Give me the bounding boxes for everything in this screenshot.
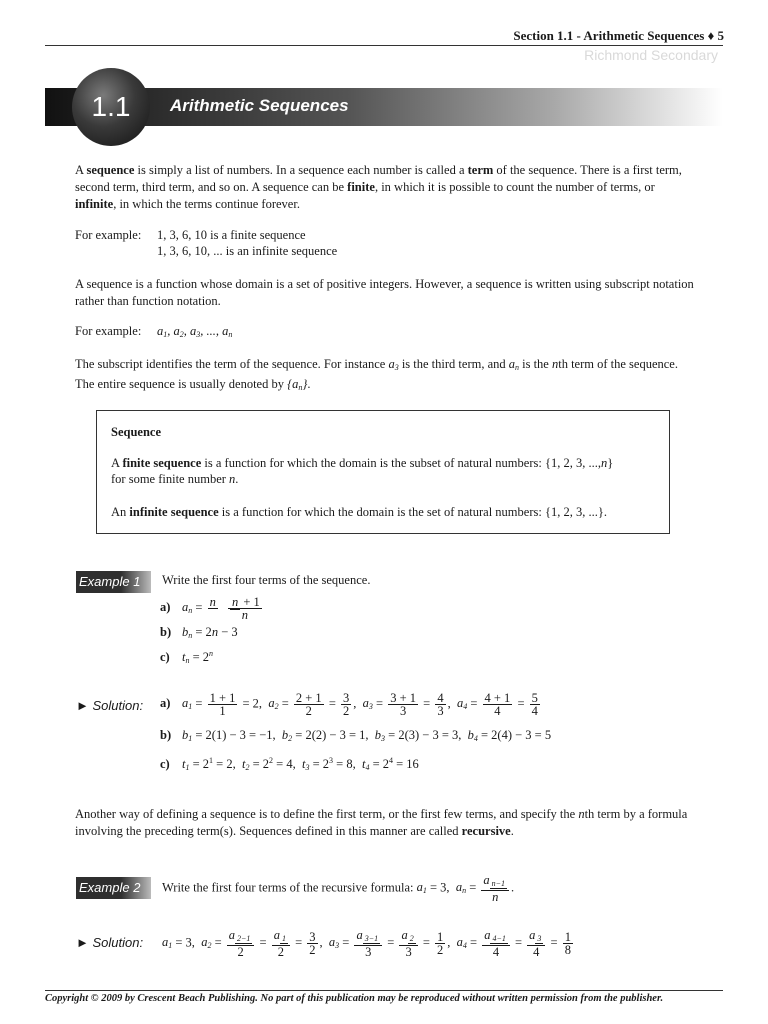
subscript-paragraph: The subscript identifies the term of the sequence. For instance $a_3$ is the third term, and $a_n$ is the nth term of the sequence. The entire sequence is usually denoted by $\{a_n\}$. [75,357,678,392]
solution-1-part-a: a) $a_1$ = $\frac{1 + 1}{1}$ = 2, $a_2$ = $\frac{2 + 1}{2}$ = $\frac{3}{2}$ , $a_3$ = $\frac{3 + 1}{3}$ = $\frac{4}{3}$ , $a_4$ = $\frac{4 + 1}{4}$ = $\frac{5}{4}$ [160,691,538,718]
running-header: Section 1.1 - Arithmetic Sequences ♦ 5 [513,28,724,43]
subscript-notation: $a_1$, $a_2$, $a_3$, ..., $a_n$ [157,324,233,339]
recursive-paragraph: Another way of defining a sequence is to define the first term, or the first few terms, and specify the nth term by a formula involving the preceding term(s). Sequences defined in this manner are called recursive. [75,807,688,838]
example-1-part-b: b) $b_n = 2n - 3$ [160,625,238,640]
function-paragraph: A sequence is a function whose domain is a set of positive integers. However, a sequence is written using subscript notation rather than function notation. [75,277,694,308]
example-label-1: For example: [75,228,142,242]
example-2-prompt: Write the first four terms of the recursive formula: $a_1 = 3$, $a_n$ = $\frac{a _{n-1}}{n}$ . [162,873,515,904]
example-2-tag: Example 2 [76,877,151,899]
watermark: Richmond Secondary [584,47,718,63]
infinite-definition: An infinite sequence is a function for which the domain is the set of natural numbers: {1, 2, 3, ...}. [111,505,607,519]
example-label-2: For example: [75,324,142,338]
header-rule [45,45,723,46]
finite-definition: A finite sequence is a function for which the domain is the subset of natural numbers: {1, 2, 3, ...,n} for some finite number n. [111,456,614,486]
infinite-example: 1, 3, 6, 10, ... is an infinite sequence [157,244,338,258]
finite-example: 1, 3, 6, 10 is a finite sequence [157,228,306,242]
solution-2-tag: ► Solution: [76,935,144,950]
footer-rule [45,990,723,991]
intro-paragraph: A sequence is simply a list of numbers. In a sequence each number is called a term of the sequence. There is a first term, second term, third term, and so on. A sequence can be finite, in which it is possible to count the number of terms, or infinite, in which the terms continue forever. [75,163,682,211]
fraction-n-plus-1-over-n: $\frac{n + 1}{n}$ [226,596,264,621]
solution-1-part-c: c) $t_1 = 2^1 = 2$, $t_2 = 2^2 = 4$, $t_3 = 2^3 = 8$, $t_4 = 2^4 = 16$ [160,756,419,773]
box-title: Sequence [111,425,161,439]
section-title: Arithmetic Sequences [170,96,349,115]
example-1-part-a: a) $a_n$ = n [160,595,216,616]
solution-1-tag: ► Solution: [76,698,144,713]
example-1-part-c: c) $t_n = 2^n$ [160,649,214,666]
example-1-tag: Example 1 [76,571,151,593]
solution-1-part-b: b) $b_1 = 2(1) - 3 = -1$, $b_2 = 2(2) - 3 = 1$, $b_3 = 2(3) - 3 = 3$, $b_4 = 2(4) - 3 = 5$ [160,728,552,743]
solution-2-work: $a_1 = 3$, $a_2$ = $\frac{a _{2-1}}{2}$ = $\frac{a _1}{2}$ = $\frac{3}{2}$ , $a_3$ = $\frac{a _{3-1}}{3}$ = $\frac{a _2}{3}$ = $\frac{1}{2}$ , $a_4$ = $\frac{a _{4-1}}{4}$ = $\frac{a _3}{4}$ = $\frac{1}{8}$ [162,928,571,959]
example-1-prompt: Write the first four terms of the sequence. [162,573,371,587]
section-number-badge: 1.1 [72,68,150,146]
definition-box [96,410,670,534]
copyright-footer: Copyright © 2009 by Crescent Beach Publishing. No part of this publication may be reproduced without written permission from the publisher. [45,993,664,1004]
